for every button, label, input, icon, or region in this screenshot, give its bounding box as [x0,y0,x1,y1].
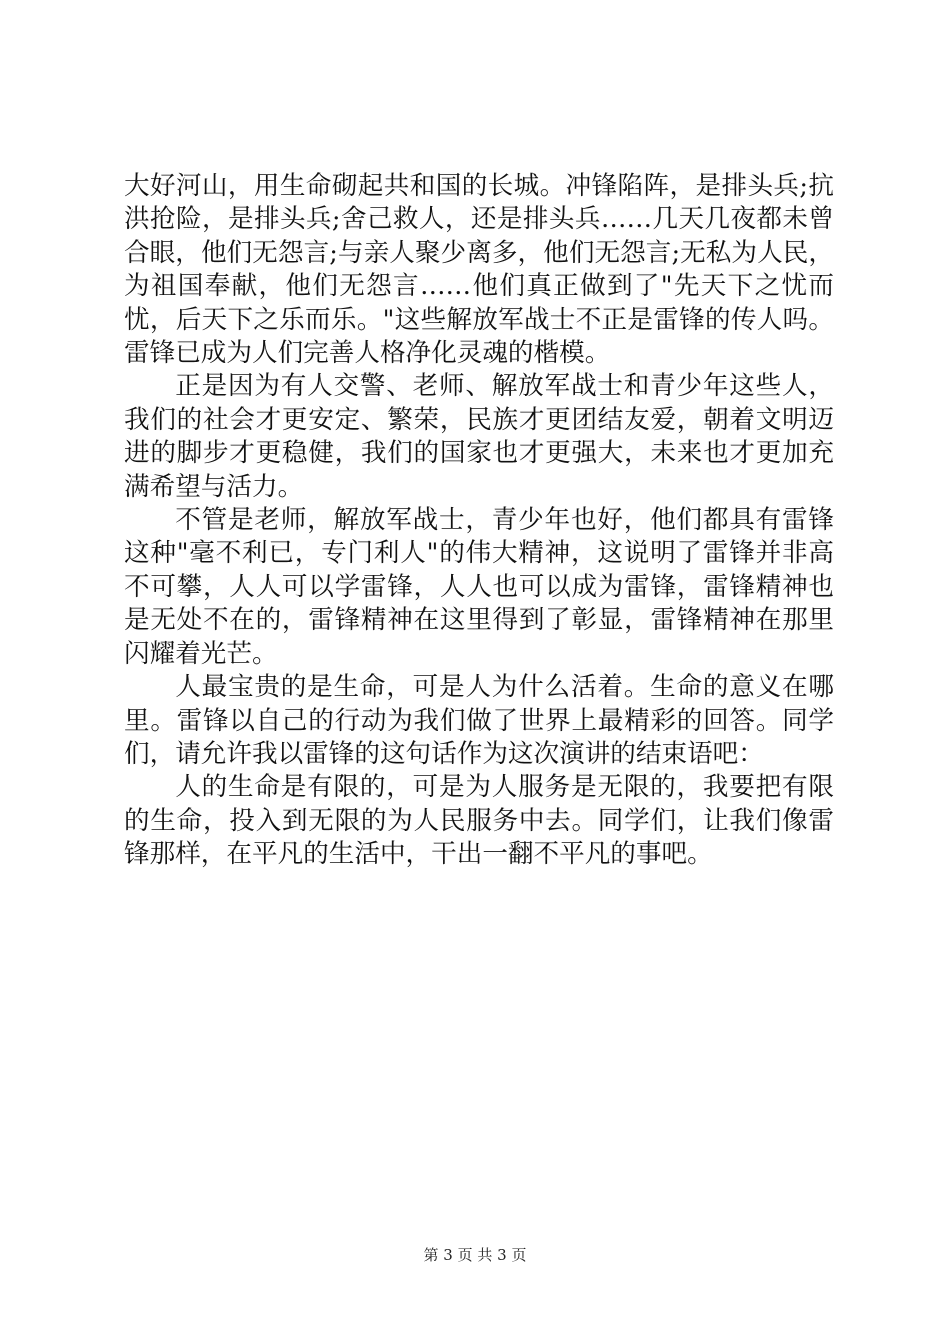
document-body [124,170,834,872]
paragraph-2: 正是因为有人交警、老师、解放军战士和青少年这些人，我们的社会才更安定、繁荣，民族才更团结友爱，朝着文明迈进的脚步才更稳健，我们的国家也才更强大，未来也才更加充满希望与活力。 [124,371,834,502]
paragraph-4: 人最宝贵的是生命，可是人为什么活着。生命的意义在哪里。雷锋以自己的行动为我们做了世界上最精彩的回答。同学们，请允许我以雷锋的这句话作为这次演讲的结束语吧： [124,672,834,769]
page-number-footer: 第 3 页 共 3 页 [423,1246,527,1264]
paragraph-3: 不管是老师，解放军战士，青少年也好，他们都具有雷锋这种"毫不利已，专门利人"的伟大精神，这说明了雷锋并非高不可攀，人人可以学雷锋，人人也可以成为雷锋，雷锋精神也是无处不在的，雷锋精神在这里得到了彰显，雷锋精神在那里闪耀着光芒。 [124,505,834,669]
paragraph-1: 大好河山，用生命砌起共和国的长城。冲锋陷阵，是排头兵;抗洪抢险，是排头兵;舍己救人，还是排头兵……几天几夜都未曾合眼，他们无怨言;与亲人聚少离多，他们无怨言;无私为人民，为祖国奉献，他们无怨言……他们真正做到了"先天下之忧而忧，后天下之乐而乐。"这些解放军战士不正是雷锋的传人吗。雷锋已成为人们完善人格净化灵魂的楷模。 [124,171,834,369]
paragraph-5: 人的生命是有限的，可是为人服务是无限的，我要把有限的生命，投入到无限的为人民服务中去。同学们，让我们像雷锋那样，在平凡的生活中，干出一翻不平凡的事吧。 [124,772,834,870]
